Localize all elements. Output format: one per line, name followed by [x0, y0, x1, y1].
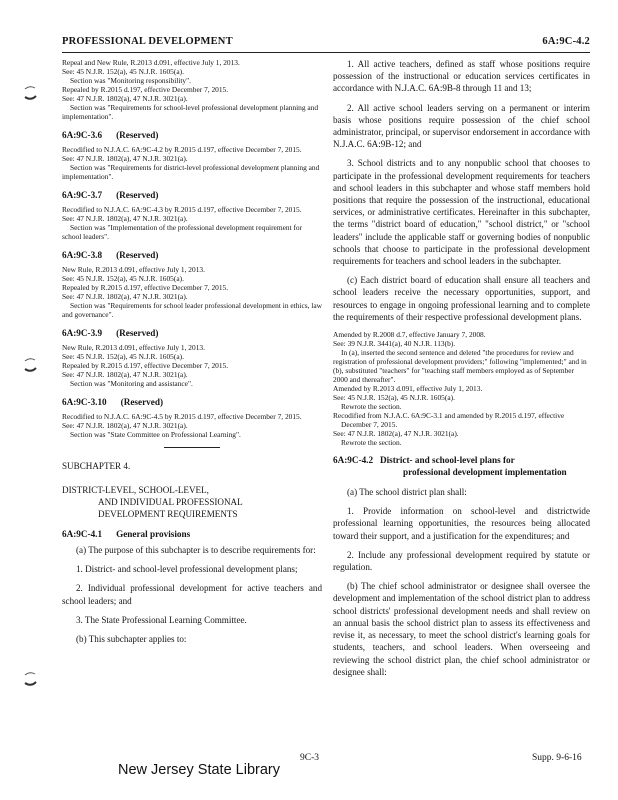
history-note: See: 45 N.J.R. 152(a), 45 N.J.R. 1605(a).	[333, 393, 455, 403]
history-note: See: 39 N.J.R. 3441(a), 40 N.J.R. 113(b).	[333, 339, 456, 349]
history-note: Amended by R.2008 d.7, effective January 7, 2008.	[333, 330, 486, 340]
subchapter-line: AND INDIVIDUAL PROFESSIONAL	[98, 497, 243, 507]
history-note: Section was "Requirements for district-level professional development planning and implementation".	[62, 163, 320, 181]
history-note: Repeal and New Rule, R.2013 d.091, effective July 1, 2013.	[62, 58, 240, 67]
header-rule	[62, 52, 590, 53]
history-note: Section was "Monitoring and assistance".	[70, 379, 193, 388]
history-note: Recodified to N.J.A.C. 6A:9C-4.3 by R.2015 d.197, effective December 7, 2015.	[62, 205, 302, 214]
list-item: 1. District- and school-level professional development plans;	[76, 564, 298, 575]
history-note: Amended by R.2013 d.091, effective July 1, 2013.	[333, 384, 483, 394]
history-note: Section was "Requirements for school-level professional development planning and implementation".	[62, 103, 319, 121]
punch-hole-icon	[22, 84, 38, 102]
header-section-number: 6A:9C-4.2	[542, 36, 590, 47]
supplement-date: Supp. 9-6-16	[532, 753, 582, 763]
history-note: New Rule, R.2013 d.091, effective July 1, 2013.	[62, 343, 205, 352]
history-note: See: 45 N.J.R. 152(a), 45 N.J.R. 1605(a).	[62, 274, 184, 283]
subchapter-line: DISTRICT-LEVEL, SCHOOL-LEVEL,	[62, 485, 209, 495]
section-heading: 6A:9C-3.6 (Reserved)	[62, 130, 159, 140]
section-heading: 6A:9C-4.2 District- and school-level plans for professional development implementation	[333, 455, 567, 477]
history-note: Recodified to N.J.A.C. 6A:9C-4.5 by R.2015 d.197, effective December 7, 2015.	[62, 412, 302, 421]
history-note: See: 47 N.J.R. 1802(a), 47 N.J.R. 3021(a).	[62, 214, 188, 223]
history-note: New Rule, R.2013 d.091, effective July 1, 2013.	[62, 265, 205, 274]
history-note: Section was "State Committee on Professional Learning".	[70, 430, 241, 439]
history-note: Repealed by R.2015 d.197, effective December 7, 2015.	[62, 361, 229, 370]
library-stamp: New Jersey State Library	[118, 762, 280, 778]
history-note: Recodified to N.J.A.C. 6A:9C-4.2 by R.2015 d.197, effective December 7, 2015.	[62, 145, 302, 154]
section-heading: 6A:9C-3.10 (Reserved)	[62, 397, 164, 407]
history-note: See: 45 N.J.R. 152(a), 45 N.J.R. 1605(a).	[62, 67, 184, 76]
history-note: Rewrote the section.	[341, 438, 402, 448]
subchapter-label: SUBCHAPTER 4.	[62, 461, 131, 471]
divider	[164, 447, 220, 448]
history-notes	[333, 330, 590, 447]
history-note: See: 47 N.J.R. 1802(a), 47 N.J.R. 3021(a).	[62, 94, 188, 103]
history-note: In (a), inserted the second sentence and deleted "the procedures for review and registration of professional development providers;" following "implemented;" and in (b), substituted "teachers" for "teaching staff members employed as of September 2000 and thereafter".	[333, 348, 587, 385]
list-item: 1. All active teachers, defined as staff whose positions require possession of the instructional or education services certificates in accordance with N.J.A.C. 6A:9B-8 through 11 and 13;	[333, 59, 590, 94]
history-note: Section was "Requirements for school leader professional development in ethics, law and governance".	[62, 301, 322, 319]
list-item: 3. The State Professional Learning Committee.	[76, 614, 247, 625]
left-column	[62, 58, 322, 652]
history-note: See: 47 N.J.R. 1802(a), 47 N.J.R. 3021(a).	[62, 292, 188, 301]
list-item: 3. School districts and to any nonpublic school that chooses to participate in the professional development requirements for teachers and school leaders in this subchapter and whose staff members hold positions that require the possession of the instructional, educational services, or administrative certificates. Hereinafter in this subchapter, the terms "district board of education," "school district," or "school leaders" include the applicable staff or governing bodies of nonpublic schools that choose to participate in the professional development requirements for teachers and school leaders in the subchapter.	[333, 158, 590, 267]
running-header	[62, 36, 590, 52]
list-item: 2. Individual professional development for active teachers and school leaders; and	[62, 583, 322, 606]
section-heading: 6A:9C-3.7 (Reserved)	[62, 190, 159, 200]
punch-hole-icon	[22, 670, 38, 688]
history-note: Repealed by R.2015 d.197, effective December 7, 2015.	[62, 85, 229, 94]
page-number: 9C-3	[300, 753, 319, 763]
punch-hole-icon	[22, 356, 38, 374]
list-item: 2. Include any professional development required by statute or regulation.	[333, 549, 590, 573]
history-note: See: 47 N.J.R. 1802(a), 47 N.J.R. 3021(a).	[62, 154, 188, 163]
history-note: Rewrote the section.	[341, 402, 402, 412]
history-note: Recodified from N.J.A.C. 6A:9C-3.1 and amended by R.2015 d.197, effective December 7, 2015.	[333, 411, 565, 430]
list-item: 2. All active school leaders serving on a permanent or interim basis whose positions require possession of the chief school administrator, principal, or supervisor endorsement in accordance with N.J.A.C. 6A:9B-12; and	[333, 102, 590, 150]
paragraph: (c) Each district board of education shall ensure all teachers and school leaders receive the necessary opportunities, support, and resources to engage in ongoing professional learning and to complete the requirements of their respective professional development plans.	[333, 275, 590, 322]
paragraph: (a) The purpose of this subchapter is to describe requirements for:	[76, 545, 316, 555]
history-note: See: 47 N.J.R. 1802(a), 47 N.J.R. 3021(a).	[62, 370, 188, 379]
history-note: See: 47 N.J.R. 1802(a), 47 N.J.R. 3021(a).	[333, 429, 459, 439]
subchapter-title	[62, 460, 322, 520]
history-notes	[62, 58, 322, 121]
right-column	[333, 58, 590, 685]
paragraph: (a) The school district plan shall:	[347, 487, 467, 498]
history-note: See: 47 N.J.R. 1802(a), 47 N.J.R. 3021(a).	[62, 421, 188, 430]
list-item: 1. Provide information on school-level and districtwide professional learning opportunities, the resources being allocated toward their support, and a justification for the expenditures; and	[333, 506, 590, 541]
history-note: Section was "Implementation of the professional development requirement for school leaders".	[62, 223, 303, 241]
history-note: Repealed by R.2015 d.197, effective December 7, 2015.	[62, 283, 229, 292]
section-heading: 6A:9C-3.9 (Reserved)	[62, 328, 159, 338]
paragraph: (b) The chief school administrator or designee shall oversee the development and implementation of the school district plan to address school districts' professional development needs and shall review on an annual basis the school district plan to assess its effectiveness and revise it, as necessary, to meet the school district's learning goals for students, teachers, and school leaders. When overseeing and reviewing the school district plan, the chief school administrator or designee shall:	[333, 581, 590, 677]
section-heading: 6A:9C-4.1 General provisions	[62, 529, 191, 539]
history-note: See: 45 N.J.R. 152(a), 45 N.J.R. 1605(a).	[62, 352, 184, 361]
history-note: Section was "Monitoring responsibility".	[70, 76, 191, 85]
section-heading: 6A:9C-3.8 (Reserved)	[62, 250, 159, 260]
header-title: PROFESSIONAL DEVELOPMENT	[62, 36, 233, 47]
paragraph: (b) This subchapter applies to:	[76, 634, 187, 645]
subchapter-line: DEVELOPMENT REQUIREMENTS	[98, 509, 238, 519]
